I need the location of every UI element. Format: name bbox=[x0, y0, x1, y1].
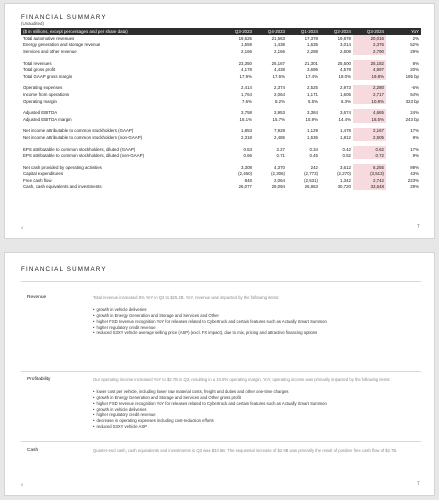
table-cell: 1,853 bbox=[241, 128, 252, 134]
list-item: • decrease in operating expenses including cost-reduction efforts bbox=[93, 418, 417, 424]
table-cell: (2,460) bbox=[238, 171, 252, 177]
table-cell: 17% bbox=[410, 128, 419, 134]
section-body bbox=[93, 295, 417, 336]
table-cell: 23,350 bbox=[238, 60, 252, 66]
table-cell: 2,742 bbox=[353, 177, 386, 184]
divider bbox=[21, 371, 421, 372]
row-label: Net cash provided by operating activities bbox=[23, 164, 102, 170]
list-item: • growth in vehicle deliveries bbox=[93, 307, 417, 313]
table-cell: 25,500 bbox=[337, 60, 351, 66]
table-cell: 0.72 bbox=[353, 152, 386, 159]
table-row bbox=[21, 152, 421, 159]
row-label: Net income attributable to common stockholders (non-GAAP) bbox=[23, 134, 143, 140]
table-cell: 21,563 bbox=[271, 35, 285, 41]
table-cell: 20% bbox=[410, 67, 419, 73]
table-cell: 3,308 bbox=[241, 164, 252, 170]
table-cell: 1,342 bbox=[340, 177, 351, 183]
row-label: Free cash flow bbox=[23, 177, 52, 183]
list-item: • growth in Energy Generation and Storage and Services and Other gross profit bbox=[93, 395, 417, 401]
table-cell: 1,171 bbox=[307, 91, 318, 97]
header-period: Q1-2024 bbox=[287, 28, 320, 35]
table-cell: 8% bbox=[412, 60, 419, 66]
table-cell: 2,064 bbox=[274, 91, 285, 97]
logo: T bbox=[416, 224, 420, 230]
table-cell: 2,717 bbox=[353, 91, 386, 98]
table-row bbox=[21, 134, 421, 141]
table-cell: 3,014 bbox=[340, 42, 351, 48]
divider bbox=[21, 441, 421, 442]
table-cell: 19,625 bbox=[238, 35, 252, 41]
page-number: 5 bbox=[21, 483, 23, 487]
table-cell: 25,167 bbox=[271, 60, 285, 66]
table-cell: (3,513) bbox=[353, 171, 386, 178]
table-cell: 1,536 bbox=[307, 134, 318, 140]
list-item: • lower cost per vehicle, including lower raw material costs, freight and duties and other one-time charges bbox=[93, 389, 417, 395]
table-cell: 1,605 bbox=[340, 91, 351, 97]
header-label: ($ in millions, except percentages and per share data) bbox=[21, 28, 221, 35]
table-cell: 242 bbox=[310, 164, 318, 170]
header-period: Q4-2023 bbox=[254, 28, 287, 35]
table-row bbox=[21, 98, 421, 105]
table-cell: 2,064 bbox=[274, 177, 285, 183]
table-cell: 89% bbox=[410, 164, 419, 170]
table-cell: 26,863 bbox=[304, 184, 318, 190]
table-cell: 2,280 bbox=[353, 85, 386, 92]
row-label: Total automotive revenues bbox=[23, 35, 75, 41]
page-financial-commentary bbox=[4, 252, 435, 496]
table-cell: 1,438 bbox=[274, 42, 285, 48]
table-cell: 0.42 bbox=[342, 146, 351, 152]
table-cell: 0.52 bbox=[342, 153, 351, 159]
table-cell: 7.6% bbox=[241, 98, 252, 104]
header-period: YoY bbox=[386, 28, 421, 35]
table-cell: 2,973 bbox=[340, 85, 351, 91]
table-cell: -6% bbox=[411, 85, 419, 91]
table-cell: 8.2% bbox=[274, 98, 285, 104]
table-cell: 17.4% bbox=[305, 73, 318, 79]
section-title: Cash bbox=[27, 448, 39, 453]
table-cell: 15.9% bbox=[305, 116, 318, 122]
table-cell: 17% bbox=[410, 146, 419, 152]
row-label: Operating expenses bbox=[23, 85, 63, 91]
table-cell: 25,182 bbox=[353, 60, 386, 67]
list-item: • reduced S3XY vehicle ASP bbox=[93, 424, 417, 430]
table-row bbox=[21, 184, 421, 191]
table-cell: 2,790 bbox=[353, 48, 386, 55]
table-cell: 29% bbox=[410, 48, 419, 54]
table-cell: 1,559 bbox=[241, 42, 252, 48]
section-body bbox=[93, 377, 417, 430]
table-cell: 30,720 bbox=[337, 184, 351, 190]
table-row bbox=[21, 66, 421, 73]
row-label: Services and other revenue bbox=[23, 48, 77, 54]
row-label: Operating margin bbox=[23, 98, 57, 104]
table-cell: 19.8% bbox=[353, 73, 386, 80]
table-cell: 4,438 bbox=[274, 67, 285, 73]
table-cell: 4,665 bbox=[353, 109, 386, 116]
section-title: Revenue bbox=[27, 295, 47, 300]
page-title: FINANCIAL SUMMARY bbox=[21, 14, 107, 21]
table-row bbox=[21, 48, 421, 55]
table-cell: 2,288 bbox=[307, 48, 318, 54]
bullet-list bbox=[93, 307, 417, 336]
list-item: • growth in Energy Generation and Storage and Services and Other bbox=[93, 313, 417, 319]
table-cell: 4,997 bbox=[353, 66, 386, 73]
page-number: 4 bbox=[21, 226, 23, 230]
list-item: • reduced S3XY vehicle average selling price (ASP) (excl. FX impact), due to mix, pricing and attractive financing options bbox=[93, 330, 417, 336]
table-cell: 21,301 bbox=[304, 60, 318, 66]
table-cell: 2% bbox=[412, 35, 419, 41]
table-cell: 14.4% bbox=[338, 116, 351, 122]
row-label: Income from operations bbox=[23, 91, 70, 97]
table-cell: 2.27 bbox=[276, 146, 285, 152]
table-cell: 29% bbox=[410, 184, 419, 190]
table-cell: 243 bp bbox=[405, 116, 419, 122]
row-label: Total gross profit bbox=[23, 67, 56, 73]
table-cell: 2,376 bbox=[353, 42, 386, 49]
table-cell: 1,812 bbox=[340, 134, 351, 140]
table-cell: 323 bp bbox=[405, 98, 419, 104]
page-title: FINANCIAL SUMMARY bbox=[21, 266, 107, 273]
table-cell: 3,674 bbox=[340, 110, 351, 116]
table-cell: 848 bbox=[244, 177, 252, 183]
table-cell: 2,414 bbox=[241, 85, 252, 91]
table-row bbox=[21, 128, 421, 135]
row-label: Cash, cash equivalents and investments bbox=[23, 184, 102, 190]
table-cell: 2,525 bbox=[307, 85, 318, 91]
table-row bbox=[21, 116, 421, 123]
section-intro: Total revenue increased 8% YoY in Q3 to $25.2B. YoY, revenue was impacted by the following items: bbox=[93, 295, 280, 300]
row-label: Net income attributable to common stockholders (GAAP) bbox=[23, 128, 134, 134]
row-label: EPS attributable to common stockholders, diluted (non-GAAP) bbox=[23, 153, 145, 159]
table-cell: 3,612 bbox=[340, 164, 351, 170]
table-cell: 43% bbox=[410, 171, 419, 177]
table-cell: 24% bbox=[410, 110, 419, 116]
table-cell: 3,696 bbox=[307, 67, 318, 73]
table-cell: 1,129 bbox=[307, 128, 318, 134]
table-cell: 26,077 bbox=[238, 184, 252, 190]
table-cell: 52% bbox=[410, 42, 419, 48]
table-cell: 223% bbox=[407, 177, 419, 183]
table-cell: 5.5% bbox=[307, 98, 318, 104]
table-cell: 7,928 bbox=[274, 128, 285, 134]
table-cell: (2,270) bbox=[337, 171, 351, 177]
list-item: • growth in vehicle deliveries bbox=[93, 407, 417, 413]
table-cell: 6,255 bbox=[353, 164, 386, 171]
table-row bbox=[21, 109, 421, 116]
table-cell: 17.6% bbox=[272, 73, 285, 79]
table-cell: 3,953 bbox=[274, 110, 285, 116]
table-cell: 4,370 bbox=[274, 164, 285, 170]
table-cell: 0.45 bbox=[309, 153, 318, 159]
table-cell: 0.53 bbox=[243, 146, 252, 152]
table-cell: 54% bbox=[410, 91, 419, 97]
table-row bbox=[21, 91, 421, 98]
table-cell: 195 bp bbox=[405, 73, 419, 79]
table-cell: 19,878 bbox=[337, 35, 351, 41]
table-cell: 2,485 bbox=[274, 134, 285, 140]
table-row bbox=[21, 35, 421, 42]
section-intro: Our operating income increased YoY to $2.7B in Q3, resulting in a 10.8% operating margin. YoY, operating income was primarily impacted by the following items: bbox=[93, 377, 391, 382]
page-financial-table bbox=[4, 3, 435, 239]
table-cell: 2,318 bbox=[241, 134, 252, 140]
table-cell: 29,094 bbox=[271, 184, 285, 190]
section-body bbox=[93, 448, 417, 454]
table-row bbox=[21, 42, 421, 49]
header-period: Q2-2024 bbox=[320, 28, 353, 35]
table-cell: 16.1% bbox=[239, 116, 252, 122]
table-cell: 2,167 bbox=[353, 128, 386, 135]
table-cell: 6.3% bbox=[340, 98, 351, 104]
table-header-row bbox=[21, 28, 421, 35]
table-cell: 2,374 bbox=[274, 85, 285, 91]
table-row bbox=[21, 60, 421, 67]
table-row bbox=[21, 177, 421, 184]
table-cell: 0.66 bbox=[243, 153, 252, 159]
header-period: Q3-2023 bbox=[221, 28, 254, 35]
list-item: • higher regulatory credit revenue bbox=[93, 412, 417, 418]
section-title: Profitability bbox=[27, 377, 51, 382]
table-cell: 3,758 bbox=[241, 110, 252, 116]
row-label: Adjusted EBITDA bbox=[23, 110, 58, 116]
row-label: Adjusted EBITDA margin bbox=[23, 116, 72, 122]
row-label: Total GAAP gross margin bbox=[23, 73, 73, 79]
table-row bbox=[21, 164, 421, 171]
table-cell: 0.34 bbox=[309, 146, 318, 152]
table-cell: 17.9% bbox=[239, 73, 252, 79]
list-item: • higher FSD revenue recognition YoY for releases related to Cybertruck and certain features such as Actually Smart Summon bbox=[93, 401, 417, 407]
table-cell: 3,384 bbox=[307, 110, 318, 116]
table-cell: 18.5% bbox=[353, 116, 386, 123]
list-item: • higher regulatory credit revenue bbox=[93, 325, 417, 331]
table-cell: 1,764 bbox=[241, 91, 252, 97]
table-row bbox=[21, 73, 421, 80]
row-label: Total revenues bbox=[23, 60, 52, 66]
list-item: • higher FSD revenue recognition YoY for releases related to Cybertruck and certain features such as Actually Smart Summon bbox=[93, 319, 417, 325]
row-label: Energy generation and storage revenue bbox=[23, 42, 101, 48]
table-cell: 4,578 bbox=[340, 67, 351, 73]
table-cell: 9% bbox=[412, 153, 419, 159]
table-cell: 33,648 bbox=[353, 184, 386, 191]
table-cell: (2,773) bbox=[304, 171, 318, 177]
table-row bbox=[21, 146, 421, 153]
table-cell: 17,378 bbox=[304, 35, 318, 41]
table-cell: 10.8% bbox=[353, 98, 386, 105]
financial-summary-table bbox=[21, 28, 421, 190]
table-cell: 0.62 bbox=[353, 146, 386, 153]
table-row bbox=[21, 85, 421, 92]
table-cell: 2,166 bbox=[274, 48, 285, 54]
header-period: Q3-2024 bbox=[353, 28, 386, 35]
table-cell: (2,531) bbox=[304, 177, 318, 183]
table-cell: 8% bbox=[412, 134, 419, 140]
section-text: Quarter-end cash, cash equivalents and investments in Q3 was $33.6B. The sequential increase of $2.9B was primarily the result of positive free cash flow of $2.7B. bbox=[93, 448, 398, 453]
table-cell: 20,016 bbox=[353, 35, 386, 42]
row-label: EPS attributable to common stockholders, diluted (GAAP) bbox=[23, 146, 136, 152]
table-cell: 15.7% bbox=[272, 116, 285, 122]
table-cell: 4,178 bbox=[241, 67, 252, 73]
table-cell: 2,166 bbox=[241, 48, 252, 54]
table-cell: 1,635 bbox=[307, 42, 318, 48]
table-cell: 2,608 bbox=[340, 48, 351, 54]
table-cell: 0.71 bbox=[276, 153, 285, 159]
table-cell: (2,306) bbox=[271, 171, 285, 177]
row-label: Capital expenditures bbox=[23, 171, 64, 177]
page-subtitle: (Unaudited) bbox=[21, 21, 44, 26]
logo: T bbox=[416, 481, 420, 487]
table-cell: 1,478 bbox=[340, 128, 351, 134]
divider bbox=[21, 281, 421, 282]
table-cell: 18.0% bbox=[338, 73, 351, 79]
table-row bbox=[21, 171, 421, 178]
bullet-list bbox=[93, 389, 417, 430]
table-cell: 2,505 bbox=[353, 134, 386, 141]
